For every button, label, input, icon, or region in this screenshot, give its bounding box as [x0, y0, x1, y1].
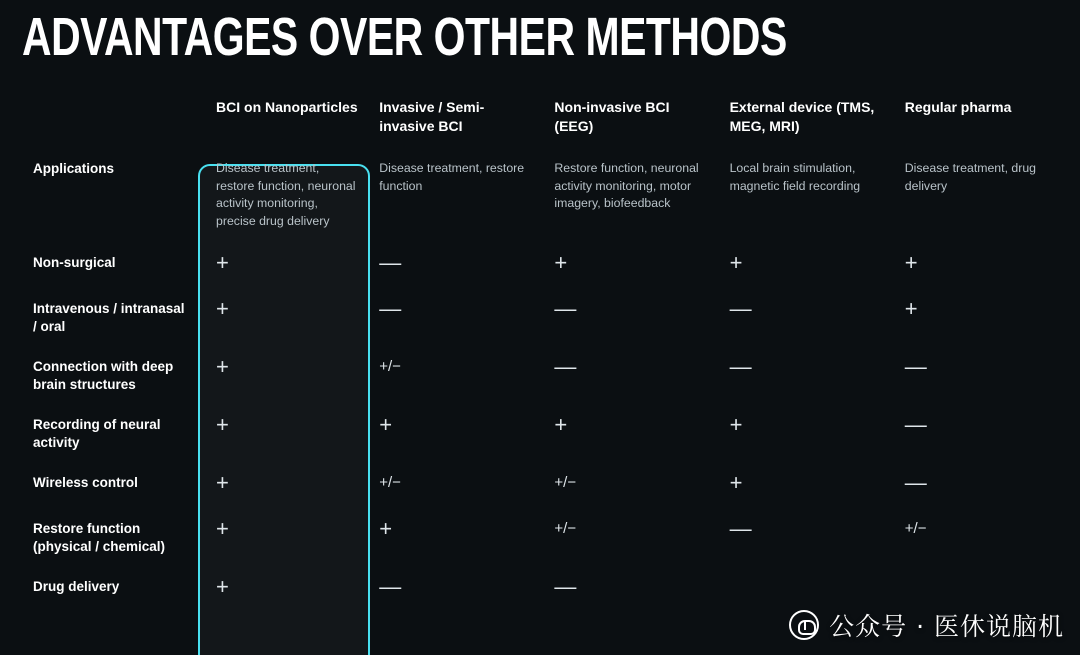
- mark-restore-regular-pharma: +/−: [904, 520, 927, 537]
- table-row: [0, 240, 1080, 286]
- row-label-wireless-control: Wireless control: [33, 475, 138, 490]
- row-label-cell: [0, 506, 204, 564]
- mark-deep-brain-regular-pharma: —: [904, 354, 927, 379]
- data-cell: [730, 564, 905, 610]
- data-cell: [204, 146, 379, 240]
- wechat-account-icon: [789, 610, 819, 640]
- comparison-table: [0, 82, 1080, 610]
- mark-deep-brain-invasive-bci: +/−: [379, 358, 401, 375]
- data-cell: [905, 286, 1080, 344]
- table-header-row: [0, 82, 1080, 146]
- cell-applications-noninvasive-bci: Restore function, neuronal activity monitoring, motor imagery, biofeedback: [554, 161, 699, 210]
- mark-drug-delivery-invasive-bci: —: [379, 574, 402, 599]
- mark-non-surgical-bci-nanoparticles: +: [216, 250, 229, 275]
- data-cell: [379, 344, 554, 402]
- row-label-cell: [0, 146, 204, 240]
- table-row: [0, 506, 1080, 564]
- header-label-4: External device (TMS, MEG, MRI): [729, 99, 875, 134]
- data-cell: [554, 506, 729, 564]
- data-cell: [379, 402, 554, 460]
- table-row: [0, 460, 1080, 506]
- mark-wireless-regular-pharma: —: [904, 470, 927, 495]
- header-cell-noninvasive-bci: [554, 82, 729, 146]
- header-label-3: Non-invasive BCI (EEG): [554, 99, 670, 134]
- data-cell: [554, 286, 729, 344]
- data-cell: [204, 460, 379, 506]
- mark-non-surgical-noninvasive-bci: +: [554, 250, 568, 275]
- mark-recording-bci-nanoparticles: +: [216, 412, 229, 437]
- table-row: [0, 402, 1080, 460]
- data-cell: [730, 344, 905, 402]
- row-label-cell: [0, 240, 204, 286]
- data-cell: [554, 240, 729, 286]
- mark-restore-bci-nanoparticles: +: [216, 516, 229, 541]
- mark-recording-external-device: +: [729, 412, 743, 437]
- data-cell: [379, 506, 554, 564]
- mark-deep-brain-noninvasive-bci: —: [554, 354, 577, 379]
- data-cell: [730, 146, 905, 240]
- row-label-cell: [0, 344, 204, 402]
- data-cell: [379, 286, 554, 344]
- table-row: [0, 564, 1080, 610]
- mark-drug-delivery-noninvasive-bci: —: [554, 574, 577, 599]
- mark-intravenous-noninvasive-bci: —: [554, 296, 577, 321]
- data-cell: [204, 240, 379, 286]
- row-label-non-surgical: Non-surgical: [33, 255, 116, 270]
- mark-restore-external-device: —: [729, 516, 752, 541]
- data-cell: [730, 402, 905, 460]
- table-row: [0, 286, 1080, 344]
- header-label-1: BCI on Nanoparticles: [216, 99, 358, 115]
- header-cell-bci-nanoparticles: [204, 82, 379, 146]
- cell-applications-bci-nanoparticles: Disease treatment, restore function, neuronal activity monitoring, precise drug delivery: [216, 161, 356, 228]
- table-row: [0, 146, 1080, 240]
- data-cell: [379, 240, 554, 286]
- data-cell: [379, 460, 554, 506]
- data-cell: [379, 146, 554, 240]
- row-label-applications: Applications: [33, 161, 115, 176]
- data-cell: [905, 506, 1080, 564]
- header-label-0: [0, 82, 204, 108]
- mark-intravenous-external-device: —: [729, 296, 752, 321]
- data-cell: [730, 506, 905, 564]
- data-cell: [554, 344, 729, 402]
- data-cell: [204, 344, 379, 402]
- data-cell: [379, 564, 554, 610]
- mark-drug-delivery-external-device: [730, 564, 905, 588]
- row-label-cell: [0, 460, 204, 506]
- data-cell: [554, 564, 729, 610]
- row-label-intravenous: Intravenous / intranasal / oral: [33, 301, 185, 334]
- comparison-table-wrapper: [0, 82, 1080, 655]
- mark-deep-brain-bci-nanoparticles: +: [216, 354, 229, 379]
- mark-recording-invasive-bci: +: [379, 412, 393, 437]
- mark-recording-noninvasive-bci: +: [554, 412, 568, 437]
- data-cell: [730, 240, 905, 286]
- mark-intravenous-invasive-bci: —: [379, 296, 402, 321]
- mark-deep-brain-external-device: —: [729, 354, 752, 379]
- row-label-deep-brain-connection: Connection with deep brain structures: [33, 359, 174, 392]
- data-cell: [905, 240, 1080, 286]
- header-cell-invasive-bci: [379, 82, 554, 146]
- data-cell: [730, 460, 905, 506]
- mark-non-surgical-regular-pharma: +: [904, 250, 918, 275]
- data-cell: [905, 146, 1080, 240]
- row-label-drug-delivery: Drug delivery: [33, 579, 120, 594]
- mark-restore-invasive-bci: +: [379, 516, 393, 541]
- data-cell: [554, 402, 729, 460]
- data-cell: [554, 146, 729, 240]
- data-cell: [905, 460, 1080, 506]
- table-row: [0, 344, 1080, 402]
- mark-recording-regular-pharma: —: [904, 412, 927, 437]
- header-cell-regular-pharma: [905, 82, 1080, 146]
- watermark: [789, 607, 1064, 643]
- row-label-cell: [0, 564, 204, 610]
- data-cell: [905, 344, 1080, 402]
- data-cell: [204, 564, 379, 610]
- row-label-restore-function: Restore function (physical / chemical): [33, 521, 166, 554]
- header-cell-external-device: [730, 82, 905, 146]
- data-cell: [204, 506, 379, 564]
- row-label-recording-neural-activity: Recording of neural activity: [33, 417, 161, 450]
- mark-restore-noninvasive-bci: +/−: [554, 520, 577, 537]
- header-cell-empty: [0, 82, 204, 146]
- mark-intravenous-bci-nanoparticles: +: [216, 296, 229, 321]
- data-cell: [905, 402, 1080, 460]
- page-title: ADVANTAGES OVER OTHER METHODS: [22, 7, 787, 67]
- row-label-cell: [0, 402, 204, 460]
- mark-drug-delivery-regular-pharma: [905, 564, 1080, 588]
- cell-applications-regular-pharma: Disease treatment, drug delivery: [904, 161, 1037, 193]
- cell-applications-invasive-bci: Disease treatment, restore function: [379, 161, 525, 193]
- data-cell: [730, 286, 905, 344]
- mark-wireless-invasive-bci: +/−: [379, 474, 401, 491]
- header-label-5: Regular pharma: [904, 99, 1012, 115]
- mark-wireless-bci-nanoparticles: +: [216, 470, 229, 495]
- cell-applications-external-device: Local brain stimulation, magnetic field recording: [729, 161, 861, 193]
- mark-drug-delivery-bci-nanoparticles: +: [216, 574, 229, 599]
- mark-wireless-noninvasive-bci: +/−: [554, 474, 577, 491]
- header-label-2: Invasive / Semi-invasive BCI: [379, 99, 485, 134]
- data-cell: [554, 460, 729, 506]
- data-cell: [204, 402, 379, 460]
- mark-non-surgical-external-device: +: [729, 250, 743, 275]
- row-label-cell: [0, 286, 204, 344]
- mark-intravenous-regular-pharma: +: [904, 296, 918, 321]
- data-cell: [905, 564, 1080, 610]
- data-cell: [204, 286, 379, 344]
- watermark-text: 公众号 · 医休说脑机: [829, 612, 1064, 641]
- mark-wireless-external-device: +: [729, 470, 743, 495]
- mark-non-surgical-invasive-bci: —: [379, 250, 402, 275]
